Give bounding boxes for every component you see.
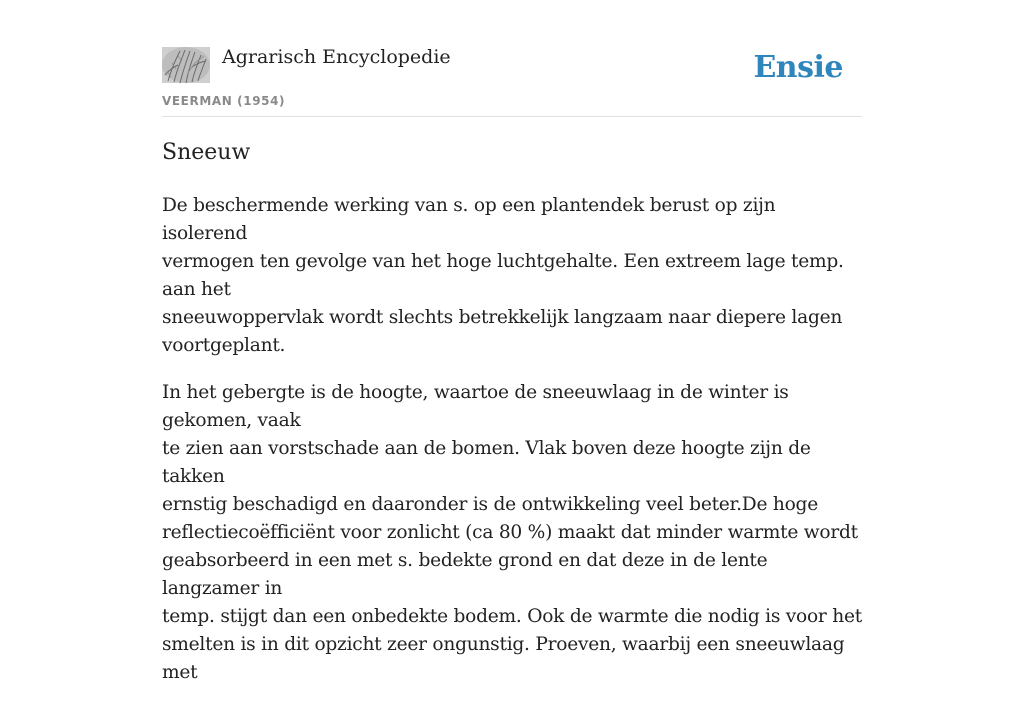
entry-line: reflectiecoëfficiënt voor zonlicht (ca 80 %) maakt dat minder warmte wordt — [162, 522, 858, 543]
entry-line: ernstig beschadigd en daaronder is de ontwikkeling veel beter.De hoge — [162, 494, 818, 515]
book-author: VEERMAN (1954) — [162, 94, 286, 108]
entry-line: temp. stijgt dan een onbedekte bodem. Ook de warmte die nodig is voor het — [162, 606, 862, 627]
wheat-engraving-icon[interactable] — [162, 47, 210, 83]
entry-body — [162, 192, 862, 706]
entry-line: voortgeplant. — [162, 335, 286, 356]
entry-paragraph-1 — [162, 192, 862, 360]
wheat-engraving-graphic — [162, 47, 210, 83]
ensie-logo-link[interactable]: Ensie — [753, 50, 843, 85]
entry-line: smelten is in dit opzicht zeer ongunstig. Proeven, waarbij een sneeuwlaag met — [162, 634, 845, 683]
entry-line: te zien aan vorstschade aan de bomen. Vlak boven deze hoogte zijn de takken — [162, 438, 811, 487]
entry-line: sneeuwoppervlak wordt slechts betrekkelijk langzaam naar diepere lagen — [162, 307, 843, 328]
entry-title: Sneeuw — [162, 140, 251, 165]
entry-line: De beschermende werking van s. op een plantendek berust op zijn isolerend — [162, 195, 776, 244]
entry-line: geabsorbeerd in een met s. bedekte grond en dat deze in de lente langzamer in — [162, 550, 768, 599]
entry-line: In het gebergte is de hoogte, waartoe de sneeuwlaag in de winter is gekomen, vaak — [162, 382, 789, 431]
entry-paragraph-2 — [162, 379, 862, 687]
book-title-link[interactable]: Agrarisch Encyclopedie — [222, 46, 451, 68]
entry-line: vermogen ten gevolge van het hoge luchtgehalte. Een extreem lage temp. aan het — [162, 251, 844, 300]
book-header — [162, 44, 862, 117]
